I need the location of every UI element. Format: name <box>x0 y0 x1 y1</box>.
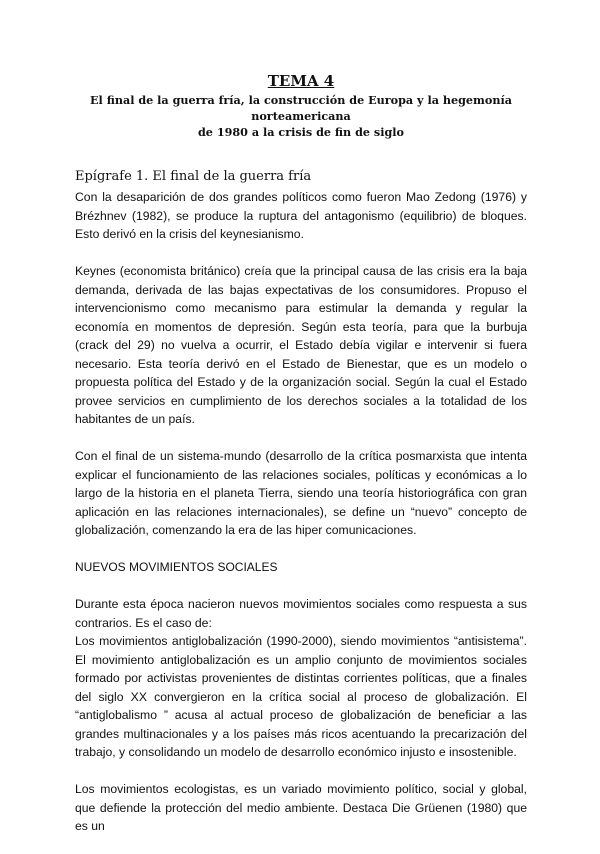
subtitle-line-1: El final de la guerra fría, la construcción de Europa y la hegemonía norteamericana <box>90 93 512 123</box>
subtitle-line-2: de 1980 a la crisis de fin de siglo <box>197 125 405 139</box>
paragraph-sistema-mundo: Con el final de un sistema-mundo (desarrollo de la crítica posmarxista que intenta explicar el funcionamiento de las relaciones sociales, políticas y económicas a lo largo de la historia en el planeta Tierra, siendo una teoría historiográfica con gran aplicación en las relaciones internacionales), se define un “nuevo” concepto de globalización, comenzando la era de las hiper comunicaciones. <box>75 449 527 537</box>
paragraph-keynes: Keynes (economista británico) creía que la principal causa de las crisis era la baja demanda, derivada de las bajas expectativas de los consumidores. Propuso el intervencionismo como mecanismo para estimular la demanda y regular la economía en momentos de depresión. Según esta teoría, para que la burbuja (crack del 29) no vuelva a ocurrir, el Estado debía vigilar e intervenir si fuera necesario. Esta teoría derivó en el Estado de Bienestar, que es un modelo o propuesta política del Estado y de la organización social. Según la cual el Estado provee servicios en cumplimiento de los derechos sociales a la totalidad de los habitantes de un país. <box>75 264 527 426</box>
document-subtitle <box>75 92 527 140</box>
paragraph-movimientos-intro: Durante esta época nacieron nuevos movimientos sociales como respuesta a sus contrarios. Es el caso de: <box>75 597 527 630</box>
section-heading-epigrafe-1: Epígrafe 1. El final de la guerra fría <box>75 169 312 184</box>
paragraph-intro: Con la desaparición de dos grandes políticos como fueron Mao Zedong (1976) y Brézhnev (1982), se produce la ruptura del antagonismo (equilibrio) de bloques. Esto derivó en la crisis del keynesianismo. <box>75 190 527 241</box>
section-heading-movimientos: NUEVOS MOVIMIENTOS SOCIALES <box>75 560 278 574</box>
document-title: TEMA 4 <box>267 72 335 90</box>
paragraph-ecologistas: Los movimientos ecologistas, es un variado movimiento político, social y global, que defiende la protección del medio ambiente. Destaca Die Grüenen (1980) que es un <box>75 782 527 833</box>
document-page <box>75 72 527 854</box>
paragraph-antiglobalizacion: Los movimientos antiglobalización (1990-2000), siendo movimientos “antisistema”. El movimiento antiglobalización es un amplio conjunto de movimientos sociales formado por activistas provenientes de distintas corrientes políticas, que a finales del siglo XX convergieron en la crítica social al proceso de globalización. El “antiglobalismo ” acusa al actual proceso de globalización de beneficiar a las grandes multinacionales y a los países más ricos acentuando la precarización del trabajo, y consolidando un modelo de desarrollo económico injusto e insostenible. <box>75 634 527 759</box>
paragraph-movimientos <box>75 595 527 762</box>
